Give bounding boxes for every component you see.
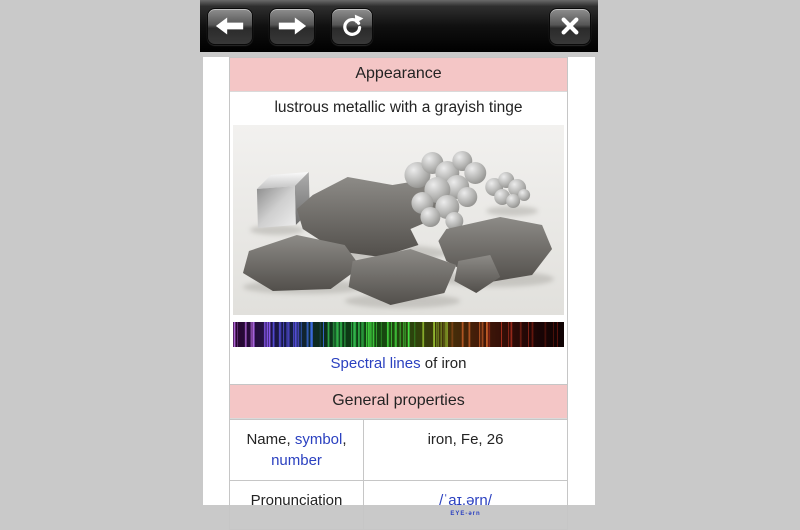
back-button[interactable] — [207, 8, 253, 45]
reload-circular-arrow-icon — [340, 14, 364, 38]
name-symbol-number-label: Name, symbol, number — [230, 420, 364, 480]
in-app-browser-window — [200, 0, 598, 518]
spectral-lines-link[interactable]: Spectral lines — [330, 355, 421, 373]
name-symbol-number-value: iron, Fe, 26 — [427, 431, 504, 449]
element-infobox — [229, 57, 568, 530]
spectral-lines-image[interactable] — [230, 315, 567, 347]
number-link[interactable]: number — [271, 452, 322, 470]
general-properties-header: General properties — [230, 384, 567, 419]
pronunciation-label: Pronunciation — [230, 481, 364, 529]
arrow-left-icon — [214, 15, 246, 37]
reload-button[interactable] — [331, 8, 373, 45]
appearance-header: Appearance — [230, 58, 567, 92]
pronunciation-value — [364, 481, 567, 529]
symbol-link[interactable]: symbol — [294, 431, 343, 449]
spectral-caption-suffix: of iron — [420, 355, 467, 373]
table-row-name-symbol-number — [230, 420, 567, 481]
ipa-pronunciation-link[interactable]: /ˈaɪ.ərn/ — [439, 492, 492, 510]
forward-button[interactable] — [269, 8, 315, 45]
pronunciation-respell: EYE-ərn — [450, 511, 481, 518]
iron-sample-photo[interactable] — [230, 125, 567, 315]
table-row-pronunciation — [230, 481, 567, 529]
close-button[interactable] — [549, 8, 591, 45]
x-close-icon — [560, 16, 580, 36]
wiki-page-content — [203, 57, 595, 518]
spectral-caption — [230, 347, 567, 384]
browser-toolbar — [200, 0, 598, 52]
properties-table — [230, 419, 567, 529]
appearance-description: lustrous metallic with a grayish tinge — [274, 99, 523, 117]
arrow-right-icon — [276, 15, 308, 37]
